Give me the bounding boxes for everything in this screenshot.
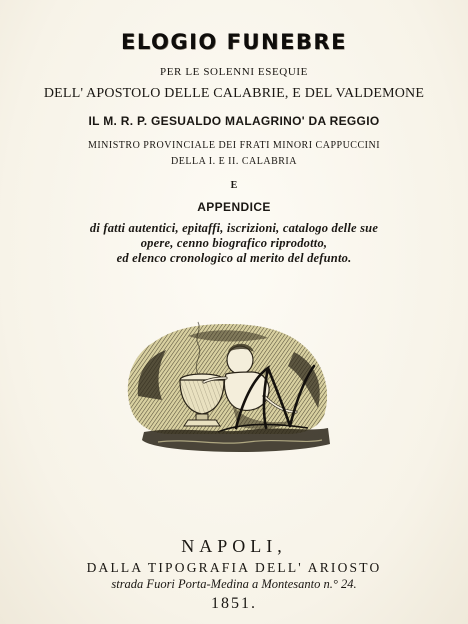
imprint-year: 1851. xyxy=(211,595,257,612)
imprint-address: strada Fuori Porta-Medina a Montesanto n.° 24. xyxy=(111,577,357,591)
subject-name: IL M. R. P. GESUALDO MALAGRINO' DA REGGIO xyxy=(88,114,380,128)
appendix-desc-line-3: ed elenco cronologico al merito del defunto. xyxy=(116,251,352,265)
subtitle-line-1: PER LE SOLENNI ESEQUIE xyxy=(160,66,308,78)
subtitle-line-2: DELL' APOSTOLO DELLE CALABRIE, E DEL VALDEMONE xyxy=(43,86,425,101)
appendix-heading: APPENDICE xyxy=(197,200,271,214)
conjunction: E xyxy=(230,180,238,191)
appendix-desc-line-1: di fatti autentici, epitaffi, iscrizioni, catalogo delle sue xyxy=(89,221,379,235)
imprint-press: DALLA TIPOGRAFIA DELL' ARIOSTO xyxy=(86,560,382,575)
imprint-city: NAPOLI, xyxy=(181,536,287,556)
subject-role-line-1: MINISTRO PROVINCIALE DEI FRATI MINORI CAPPUCCINI xyxy=(87,140,381,151)
appendix-desc-line-2: opere, cenno biografico riprodotto, xyxy=(140,236,328,250)
subject-role-line-2: DELLA I. E II. CALABRIA xyxy=(171,156,297,167)
book-title: ELOGIO FUNEBRE xyxy=(121,30,347,54)
cherub-urn-vignette-icon xyxy=(118,316,340,462)
